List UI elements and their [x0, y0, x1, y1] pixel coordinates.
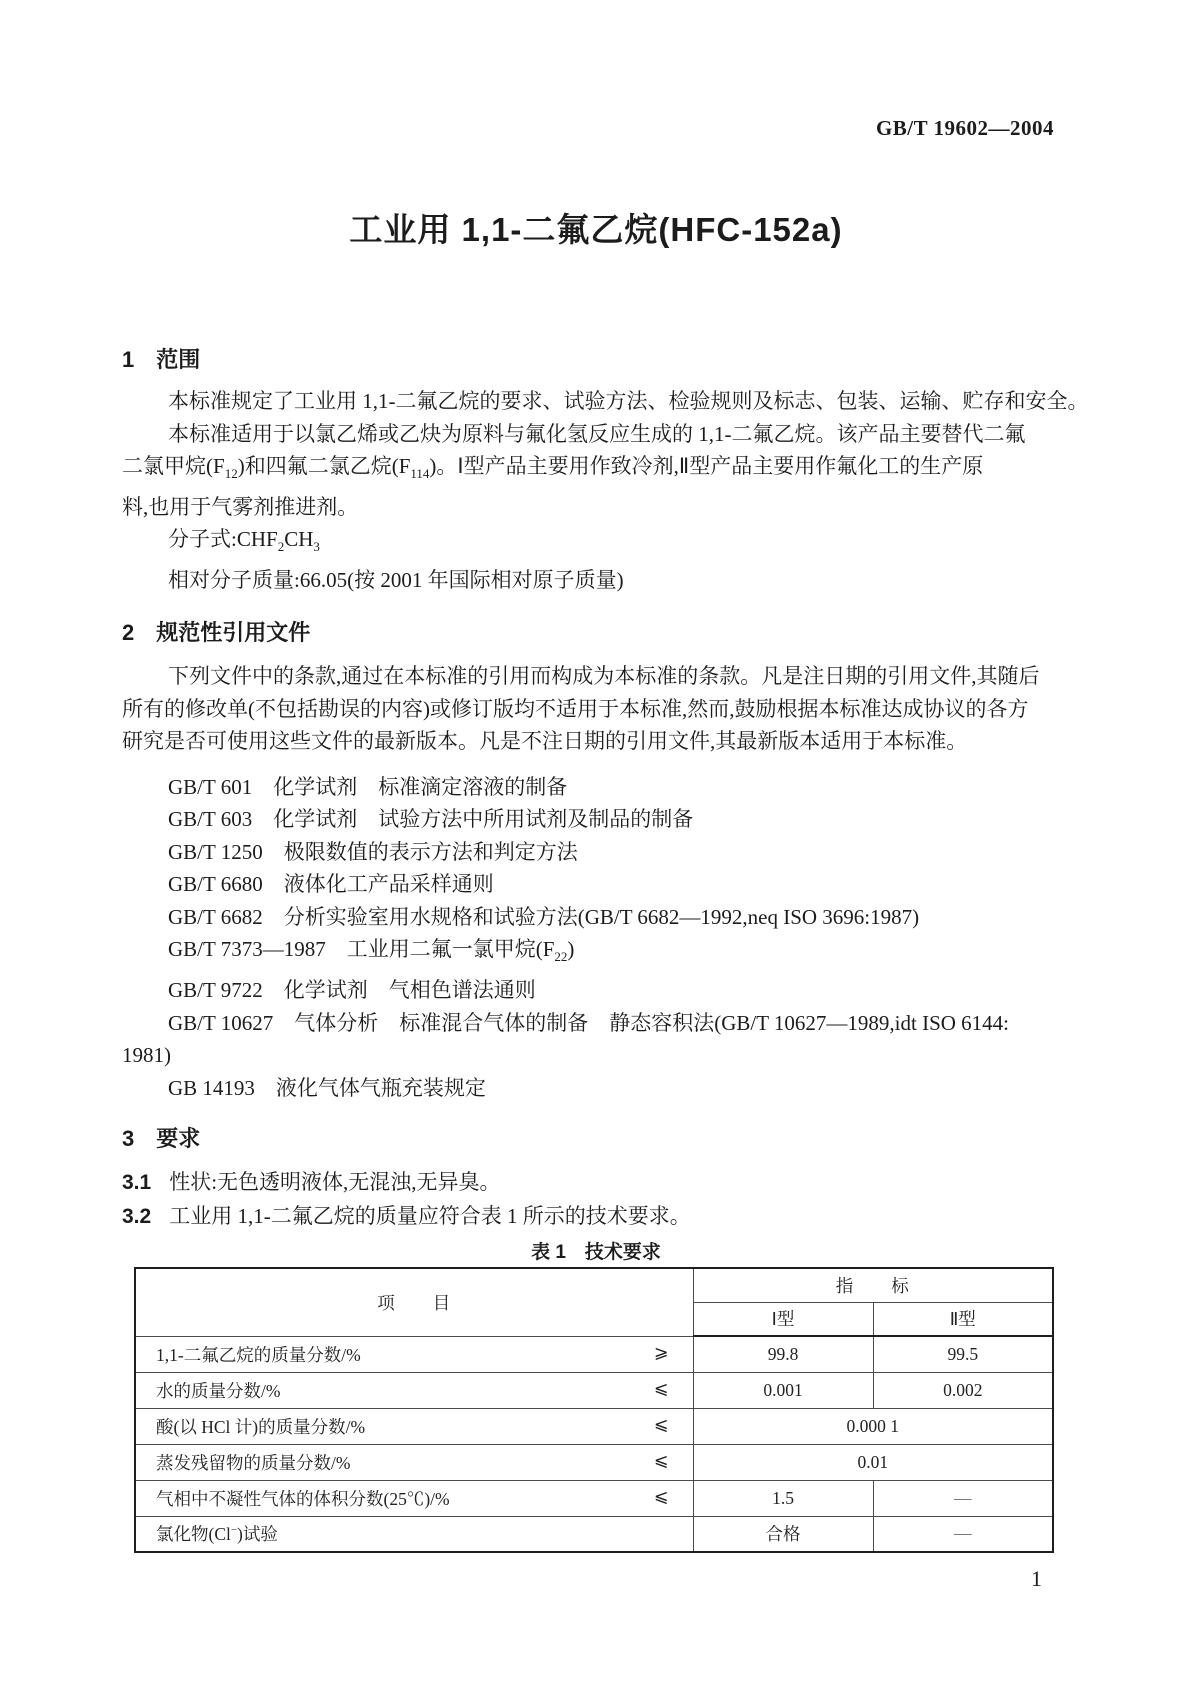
clause-3-1 — [122, 1166, 1070, 1200]
row-item-label: 酸(以 HCl 计)的质量分数/% — [156, 1416, 366, 1437]
subscript: 3 — [313, 539, 320, 555]
reference-item — [122, 933, 1070, 974]
type2-value: 99.5 — [873, 1336, 1053, 1372]
type1-value: 合格 — [693, 1516, 873, 1552]
paragraph-line — [122, 450, 1070, 491]
subscript: 12 — [224, 466, 238, 482]
standard-number: GB/T 19602—2004 — [875, 116, 1054, 140]
clause-number: 3.2 — [122, 1204, 152, 1228]
section-2-heading: 2 规范性引用文件 — [122, 620, 311, 646]
comparator-symbol: ⩽ — [653, 1449, 669, 1470]
section-3-body — [122, 1166, 1070, 1233]
type1-value: 1.5 — [693, 1480, 873, 1516]
subscript: 2 — [277, 539, 285, 555]
reference-item-continuation: 1981) — [122, 1043, 171, 1068]
comparator-symbol: ⩾ — [653, 1341, 669, 1362]
subscript: 22 — [554, 949, 568, 965]
col-header-type1: Ⅰ型 — [693, 1302, 873, 1336]
text-segment: CH — [284, 527, 314, 552]
reference-item: GB/T 6680 液体化工产品采样通则 — [168, 872, 494, 897]
page-number: 1 — [1031, 1566, 1042, 1592]
reference-item: GB/T 10627 气体分析 标准混合气体的制备 静态容积法(GB/T 10627—1989,idt ISO 6144: — [168, 1010, 1009, 1035]
text-segment: 氯化物(Cl — [156, 1524, 231, 1545]
text-segment: )试验 — [237, 1524, 278, 1545]
comparator-symbol: ⩽ — [653, 1485, 669, 1506]
paragraph-line: 本标准适用于以氯乙烯或乙炔为原料与氟化氢反应生成的 1,1-二氟乙烷。该产品主要替代二氟 — [168, 421, 1026, 446]
row-item-label: 1,1-二氟乙烷的质量分数/% — [156, 1344, 361, 1365]
document-title: 工业用 1,1-二氟乙烷(HFC-152a) — [349, 211, 843, 248]
row-item-label: 蒸发残留物的质量分数/% — [156, 1452, 351, 1473]
section-1-heading: 1 范围 — [122, 347, 201, 372]
text-segment: 二氯甲烷(F — [122, 454, 225, 478]
paragraph-line: 料,也用于气雾剂推进剂。 — [122, 494, 359, 519]
paragraph-line: 所有的修改单(不包括勘误的内容)或修订版均不适用于本标准,然而,鼓励根据本标准达成协议的各方 — [122, 696, 1029, 721]
table-header-row — [135, 1268, 1053, 1302]
paragraph-line: 本标准规定了工业用 1,1-二氟乙烷的要求、试验方法、检验规则及标志、包装、运输、贮存和安全。 — [168, 389, 1089, 413]
reference-item: GB/T 6682 分析实验室用水规格和试验方法(GB/T 6682—1992,neq ISO 3696:1987) — [168, 904, 920, 929]
text-segment: ) — [567, 937, 575, 962]
table-row — [135, 1480, 1053, 1516]
table-row — [135, 1444, 1053, 1480]
type1-value: 0.001 — [693, 1372, 873, 1408]
section-2-intro — [122, 660, 1070, 758]
table-row — [135, 1408, 1053, 1444]
col-header-indicator: 指 标 — [693, 1268, 1053, 1302]
subscript: 114 — [410, 466, 430, 482]
row-item-label: 水的质量分数/% — [156, 1380, 281, 1401]
paragraph-line: 研究是否可使用这些文件的最新版本。凡是不注日期的引用文件,其最新版本适用于本标准。 — [122, 729, 968, 754]
text-segment: 分子式:CHF — [168, 527, 278, 552]
section-1-body — [122, 385, 1089, 596]
reference-item: GB/T 9722 化学试剂 气相色谱法通则 — [168, 978, 536, 1003]
text-segment: )。Ⅰ型产品主要用作致冷剂,Ⅱ型产品主要用作氟化工的生产原 — [429, 454, 984, 478]
text-segment: )和四氟二氯乙烷(F — [237, 454, 411, 478]
col-header-type2: Ⅱ型 — [873, 1302, 1053, 1336]
comparator-symbol: ⩽ — [653, 1413, 669, 1434]
superscript: − — [230, 1524, 237, 1537]
row-item-label — [136, 1524, 278, 1544]
section-3-heading: 3 要求 — [122, 1126, 201, 1152]
reference-item: GB 14193 液化气体气瓶充装规定 — [168, 1075, 486, 1100]
reference-item: GB/T 1250 极限数值的表示方法和判定方法 — [168, 839, 578, 864]
text-segment: GB/T 7373—1987 工业用二氟一氯甲烷(F — [168, 937, 555, 962]
clause-text: 性状:无色透明液体,无混浊,无异臭。 — [169, 1170, 501, 1195]
clause-number: 3.1 — [122, 1171, 152, 1195]
reference-item: GB/T 603 化学试剂 试验方法中所用试剂及制品的制备 — [168, 807, 694, 832]
type2-value: — — [873, 1516, 1053, 1552]
paragraph-line: 下列文件中的条款,通过在本标准的引用而构成为本标准的条款。凡是注日期的引用文件,其随后 — [168, 664, 1040, 689]
table-row — [135, 1516, 1053, 1552]
merged-value: 0.000 1 — [693, 1408, 1053, 1444]
row-item-label: 气相中不凝性气体的体积分数(25℃)/% — [156, 1488, 450, 1509]
reference-list — [122, 771, 1070, 1104]
type2-value: 0.002 — [873, 1372, 1053, 1408]
col-header-item: 项 目 — [135, 1268, 693, 1336]
comparator-symbol: ⩽ — [653, 1377, 669, 1398]
table-row — [135, 1372, 1053, 1408]
type1-value: 99.8 — [693, 1336, 873, 1372]
reference-item: GB/T 601 化学试剂 标准滴定溶液的制备 — [168, 774, 568, 799]
molecular-mass-line: 相对分子质量:66.05(按 2001 年国际相对原子质量) — [168, 567, 624, 592]
clause-text: 工业用 1,1-二氟乙烷的质量应符合表 1 所示的技术要求。 — [169, 1203, 691, 1228]
clause-3-2 — [122, 1200, 1070, 1234]
type2-value: — — [873, 1480, 1053, 1516]
table-caption: 表 1 技术要求 — [531, 1242, 661, 1264]
merged-value: 0.01 — [693, 1444, 1053, 1480]
molecular-formula-line — [122, 523, 1070, 564]
tech-requirements-table — [134, 1267, 1054, 1553]
table-row — [135, 1336, 1053, 1372]
